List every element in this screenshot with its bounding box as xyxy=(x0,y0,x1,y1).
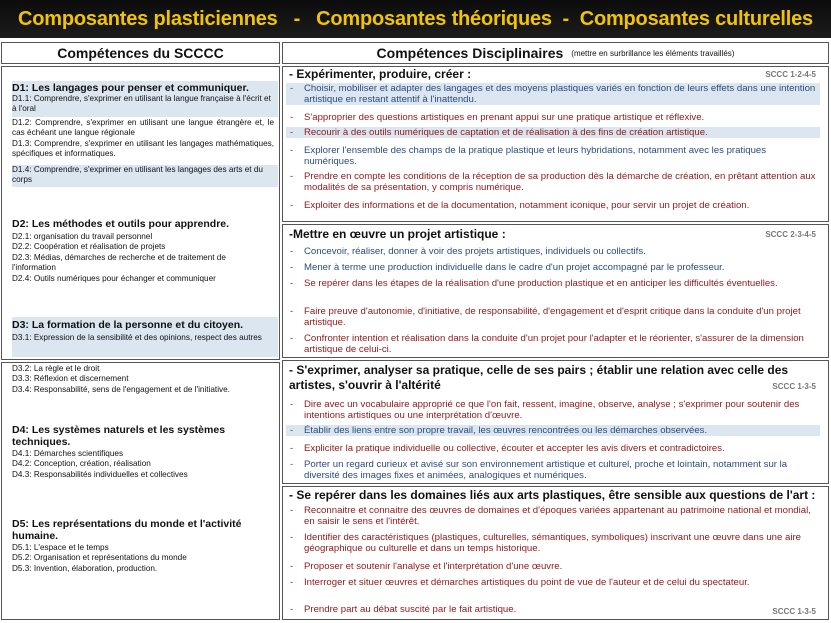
d5-item-3: D5.3: Invention, élaboration, production. xyxy=(12,563,158,573)
d2-item-3: D2.3: Médias, démarches de recherche et de traitement de l'information xyxy=(12,252,226,273)
d1-box xyxy=(12,81,278,117)
s1-item-text: Exploiter des informations et de la documentation, notamment iconique, pour servir un projet de création. xyxy=(304,200,750,211)
d5-item-2: D5.2: Organisation et représentations du monde xyxy=(12,553,187,563)
d4-item-2: D4.2: Conception, création, réalisation xyxy=(12,459,151,469)
s1-item-text: Explorer l'ensemble des champs de la pratique plastique et leurs hybridations, notamment avec les pratiques numériques. xyxy=(304,145,767,167)
d2-item-4: D2.4: Outils numériques pour échanger et communiquer xyxy=(12,273,216,283)
d5-box xyxy=(12,518,262,574)
s1-item: - Explorer l'ensemble des champs de la pratique plastique et leurs hybridations, notamment avec les pratiques numériques. xyxy=(290,145,767,167)
s3-item: - Établir des liens entre son propre travail, les œuvres rencontrées ou les démarches observées. xyxy=(286,425,820,436)
s1-item-text: Prendre en compte les conditions de la réception de sa production dès la démarche de création, en prêtant attention aux modalités de sa présentation, y compris numérique. xyxy=(304,171,816,193)
s1-item-text: Choisir, mobiliser et adapter des langages et des moyens plastiques variés en fonction de leurs effets dans une intention artistique en restant attentif à l'inattendu. xyxy=(304,83,816,105)
s4-item: - Interroger et situer œuvres et démarches artistiques du point de vue de l'auteur et de celui du spectateur. xyxy=(290,577,750,588)
s1-title: - Expérimenter, produire, créer : xyxy=(289,67,472,81)
header-disciplinaires xyxy=(282,42,829,64)
header-left-label: Compétences du SCCCC xyxy=(57,45,224,61)
d5-title: D5: Les représentations du monde et l'activité humaine. xyxy=(12,518,242,542)
s4-item-text: Reconnaitre et connaitre des œuvres de domaines et d'époques variées appartenant au patrimoine national et mondial, en saisir le sens et l'intérêt. xyxy=(304,505,811,527)
s3-item: - Porter un regard curieux et avisé sur son environnement artistique et culturel, proche et lointain, notamment sur la diversité des images fixes et animées, analogiques et numériques. xyxy=(290,459,788,481)
s1-item: - Prendre en compte les conditions de la réception de sa production dès la démarche de création, en prêtant attention aux modalités de sa présentation, y compris numérique. xyxy=(290,171,816,193)
s1-item: - Exploiter des informations et de la documentation, notamment iconique, pour servir un projet de création. xyxy=(290,200,750,211)
d1-item-1: D1.1: Comprendre, s'exprimer en utilisant la langue française à l'écrit et à l'oral xyxy=(12,94,271,114)
s3-item-text: Porter un regard curieux et avisé sur son environnement artistique et culturel, proche et lointain, notamment sur la diversité des images fixes et animées, analogiques et numériques. xyxy=(304,459,788,481)
header-sccc xyxy=(1,42,280,64)
s2-code: SCCC 2-3-4-5 xyxy=(765,230,816,239)
s4-item-text: Interroger et situer œuvres et démarches artistiques du point de vue de l'auteur et de celui du spectateur. xyxy=(304,577,750,588)
s4-item-text: Proposer et soutenir l'analyse et l'interprétation d'une œuvre. xyxy=(304,561,563,572)
s3-code: SCCC 1-3-5 xyxy=(772,382,816,391)
top-banner xyxy=(0,0,831,38)
s4-item: - Reconnaitre et connaitre des œuvres de domaines et d'époques variées appartenant au patrimoine national et mondial, en saisir le sens et l'intérêt. xyxy=(290,505,811,527)
d4-title: D4: Les systèmes naturels et les systèmes techniques. xyxy=(12,424,226,448)
left-panel-bottom xyxy=(1,362,280,620)
section-projet xyxy=(282,224,829,358)
banner-title: Composantes plasticiennes - Composantes théoriques - Composantes culturelles xyxy=(18,7,813,30)
s2-item-text: Concevoir, réaliser, donner à voir des projets artistiques, individuels ou collectifs. xyxy=(304,246,646,257)
s2-item: - Faire preuve d'autonomie, d'initiative, de responsabilité, d'engagement et d'esprit critique dans la conduite d'un projet artistique. xyxy=(290,306,801,328)
d2-item-1: D2.1: organisation du travail personnel xyxy=(12,232,153,241)
s1-item: - Recourir à des outils numériques de captation et de réalisation à des fins de création artistique. xyxy=(286,127,820,138)
d5-item-1: D5.1: L'espace et le temps xyxy=(12,543,109,552)
s3-title: - S'exprimer, analyser sa pratique, celle de ses pairs ; établir une relation avec celle des artistes, s'ouvrir à l'altérité xyxy=(289,363,789,392)
s2-item-text: Mener à terme une production individuelle dans le cadre d'un projet accompagné par le professeur. xyxy=(304,262,725,273)
d1-4-box xyxy=(12,165,278,187)
s2-item-text: Se repérer dans les étapes de la réalisation d'une production plastique et en anticiper les difficultés éventuelles. xyxy=(304,278,778,289)
s3-item: - Dire avec un vocabulaire approprié ce que l'on fait, ressent, imagine, observe, analyse ; s'exprimer pour soutenir des intentions artistiques ou une interprétation d'œuvre. xyxy=(290,399,800,421)
d2-item-2: D2.2: Coopération et réalisation de projets xyxy=(12,242,166,252)
d3-item-4: D3.4: Responsabilité, sens de l'engagement et de l'initiative. xyxy=(12,384,230,394)
section-exprimer xyxy=(282,360,829,484)
s3-item-text: Expliciter la pratique individuelle ou collective, écouter et accepter les avis divers et contradictoires. xyxy=(304,443,725,454)
s3-item-text: Établir des liens entre son propre travail, les œuvres rencontrées ou les démarches observées. xyxy=(304,425,708,436)
s3-item-text: Dire avec un vocabulaire approprié ce que l'on fait, ressent, imagine, observe, analyse ; s'exprimer pour soutenir des intentions artistiques ou une interprétation d'œuvre. xyxy=(304,399,800,421)
d2-box xyxy=(12,218,278,284)
header-right-label: Compétences Disciplinaires xyxy=(376,45,564,61)
d2-title: D2: Les méthodes et outils pour apprendre. xyxy=(12,218,230,230)
d1-item-3: D1.3: Comprendre, s'exprimer en utilisant les langages mathématiques, spécifiques et informatiques. xyxy=(12,138,274,159)
s2-item-text: Faire preuve d'autonomie, d'initiative, de responsabilité, d'engagement et d'esprit critique dans la conduite d'un projet artistique. xyxy=(304,306,801,328)
s1-item: - Choisir, mobiliser et adapter des langages et des moyens plastiques variés en fonction de leurs effets dans une intention artistique en restant attentif à l'inattendu. xyxy=(286,83,820,105)
s3-item: - Expliciter la pratique individuelle ou collective, écouter et accepter les avis divers et contradictoires. xyxy=(290,443,725,454)
d1-rest xyxy=(12,118,278,160)
s4-item-text: Identifier des caractéristiques (plastiques, culturelles, sémantiques, symboliques) inscrivant une œuvre dans une aire géographique ou culturelle et dans un temps historique. xyxy=(304,532,801,554)
s2-item: - Concevoir, réaliser, donner à voir des projets artistiques, individuels ou collectifs. xyxy=(290,246,646,257)
s4-item-text: Prendre part au débat suscité par le fait artistique. xyxy=(304,604,517,615)
s4-item: - Identifier des caractéristiques (plastiques, culturelles, sémantiques, symboliques) inscrivant une œuvre dans une aire géographique ou culturelle et dans un temps historique. xyxy=(290,532,801,554)
section-experimenter xyxy=(282,66,829,222)
s4-item: - Proposer et soutenir l'analyse et l'interprétation d'une œuvre. xyxy=(290,561,563,572)
s1-code: SCCC 1-2-4-5 xyxy=(765,70,816,79)
d3-item-1: D3.1: Expression de la sensibilité et des opinions, respect des autres xyxy=(12,333,262,342)
section-domaines xyxy=(282,486,829,620)
left-panel-top xyxy=(1,66,280,360)
header-right-note: (mettre en surbrillance les éléments travaillés) xyxy=(571,48,735,58)
s4-item: - Prendre part au débat suscité par le fait artistique. xyxy=(290,604,517,615)
s2-item: - Mener à terme une production individuelle dans le cadre d'un projet accompagné par le professeur. xyxy=(290,262,725,273)
s1-item-text: Recourir à des outils numériques de captation et de réalisation à des fins de création artistique. xyxy=(304,127,708,138)
s2-item: - Confronter intention et réalisation dans la conduite d'un projet pour l'adapter et le réorienter, s'assurer de la dimension artistique de celui-ci. xyxy=(290,333,804,355)
d4-box xyxy=(12,424,242,480)
s4-code: SCCC 1-3-5 xyxy=(772,607,816,616)
s2-title: -Mettre en œuvre un projet artistique : xyxy=(289,227,506,241)
d3-item-3: D3.3: Réflexion et discernement xyxy=(12,374,129,384)
d4-item-1: D4.1: Démarches scientifiques xyxy=(12,449,124,458)
d4-item-3: D4.3: Responsabilités individuelles et collectives xyxy=(12,469,188,479)
s1-item-text: S'approprier des questions artistiques en prenant appui sur une pratique artistique et réflexive. xyxy=(304,112,705,123)
d3-title: D3: La formation de la personne et du citoyen. xyxy=(12,319,244,331)
d3-box xyxy=(12,317,278,357)
d3-item-2: D3.2: La règle et le droit xyxy=(12,364,100,373)
s1-item: - S'approprier des questions artistiques en prenant appui sur une pratique artistique et réflexive. xyxy=(290,112,705,123)
d1-title: D1: Les langages pour penser et communiquer. xyxy=(12,82,249,94)
s4-title: - Se repérer dans les domaines liés aux arts plastiques, être sensible aux questions de l'art : xyxy=(289,488,816,502)
d1-item-2: D1.2: Comprendre, s'exprimer en utilisant une langue étrangère et, le cas échéant une langue régionale xyxy=(12,118,274,138)
d3-rest xyxy=(12,364,278,395)
s2-item: - Se repérer dans les étapes de la réalisation d'une production plastique et en anticiper les difficultés éventuelles. xyxy=(290,278,778,289)
d1-item-4: D1.4: Comprendre, s'exprimer en utilisant les langages des arts et du corps xyxy=(12,165,263,185)
s2-item-text: Confronter intention et réalisation dans la conduite d'un projet pour l'adapter et le réorienter, s'assurer de la dimension artistique de celui-ci. xyxy=(304,333,804,355)
